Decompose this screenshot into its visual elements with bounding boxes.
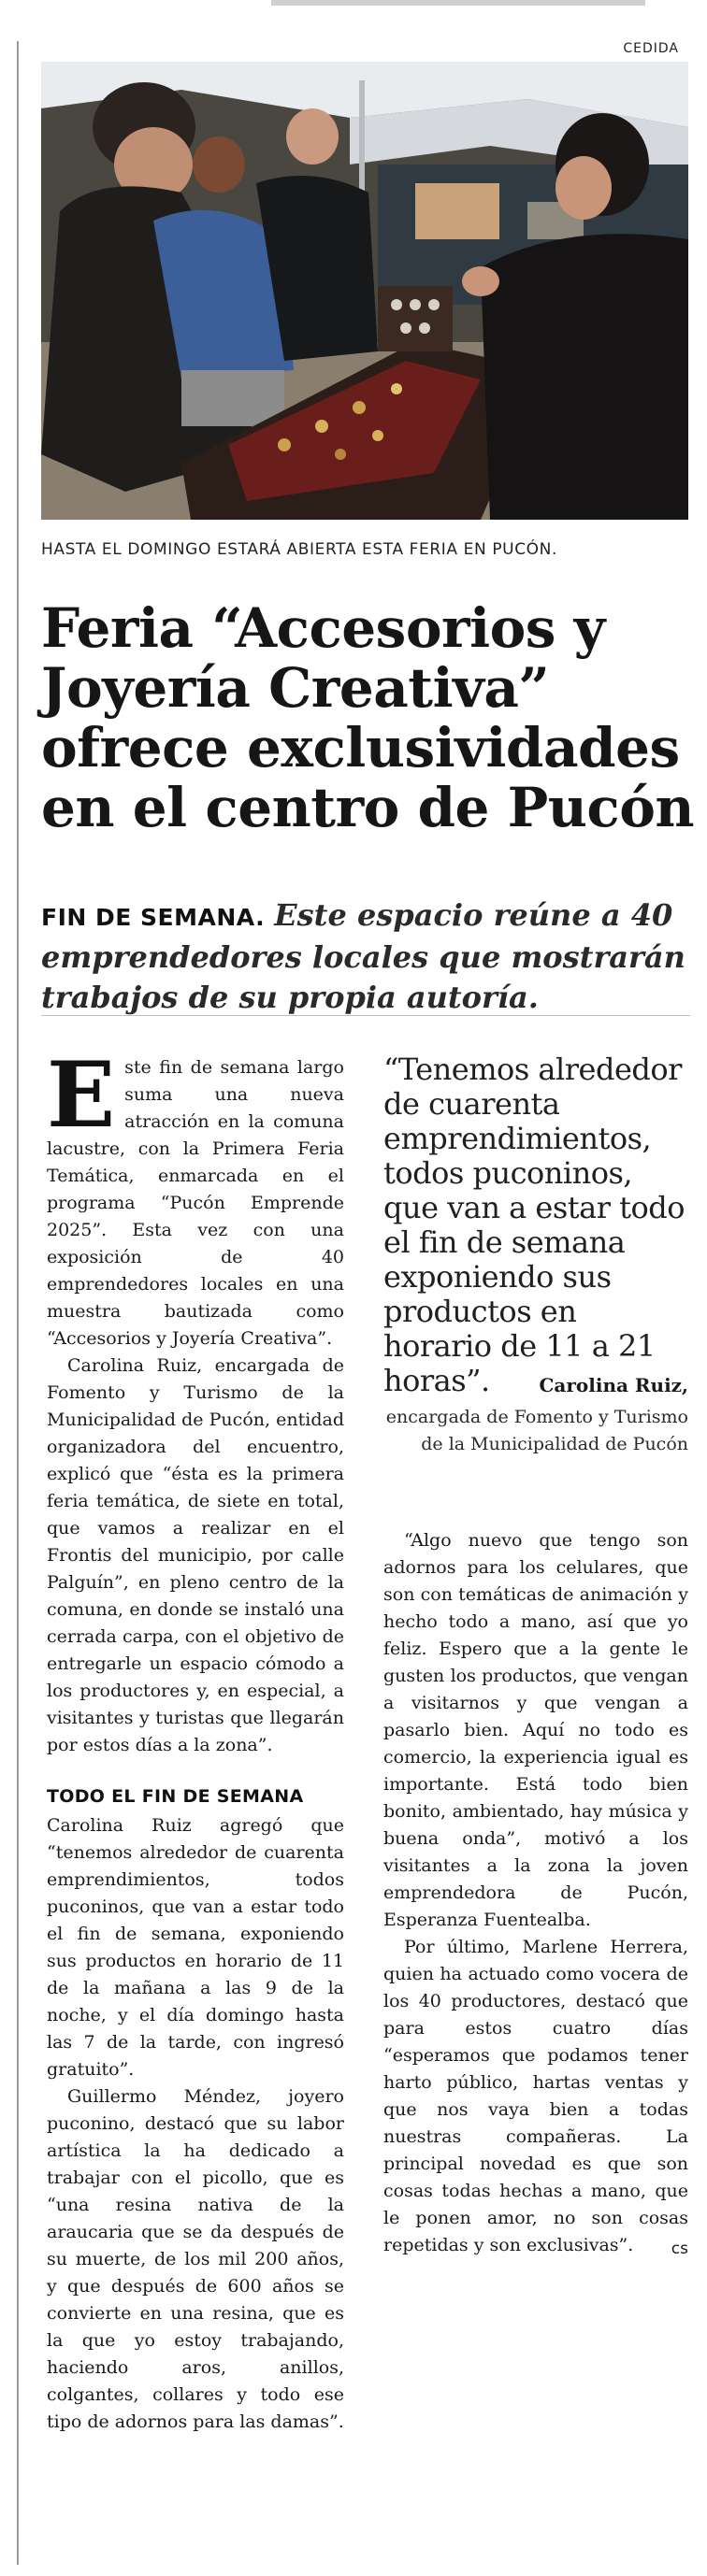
body-paragraph: Guillermo Méndez, joyero puconino, destacó que su labor artística la ha dedicado a trabajar con el picollo, que es “una resina nativa de la araucaria que se da después de su muerte, de los mil 200 años, y que después de 600 años se convierte en una resina, que es la que yo estoy trabajando, haciendo aros, anillos, colgantes, collares y todo ese tipo de adornos para las damas”. <box>47 2086 344 2432</box>
lead-kicker: FIN DE SEMANA. <box>41 904 266 931</box>
pull-quote: “Tenemos alrededor de cuarenta emprendimientos, todos puconinos, que van a estar todo el fin de semana exponiendo sus productos en horario de 11 a 21 horas”. <box>383 1052 685 1398</box>
photo-caption: HASTA EL DOMINGO ESTARÁ ABIERTA ESTA FERIA EN PUCÓN. <box>41 540 557 559</box>
page-margin-rule <box>17 41 19 2565</box>
end-mark: cs <box>671 2240 688 2258</box>
top-rule <box>271 0 645 6</box>
photo-credit: CEDIDA <box>623 41 679 56</box>
body-column-left <box>47 1042 344 2436</box>
pull-quote-role: encargada de Fomento y Turismo de la Municipalidad de Pucón <box>385 1407 688 1454</box>
section-subhead: TODO EL FIN DE SEMANA <box>47 1786 304 1807</box>
body-paragraph: Por último, Marlene Herrera, quien ha actuado como vocera de los 40 productores, destacó que para estos cuatro días “esperamos que podamos tener harto público, hartas ventas y que nos vaya bien a todas nuestras compañeras. La principal novedad es que son cosas todas hechas a mano, que le ponen amor, no son cosas repetidas y son exclusivas”. <box>383 1937 688 2255</box>
body-paragraph: “Algo nuevo que tengo son adornos para los celulares, que son con temáticas de animación y hecho todo a mano, así que yo feliz. Espero que a la gente le gusten los productos, que vengan a visitarnos y que vengan a pasarlo bien. Aquí no todo es comercio, la experiencia igual es importante. Está todo bien bonito, ambientado, hay música y buena onda”, motivó a los visitantes a la zona la joven emprendedora de Pucón, Esperanza Fuentealba. <box>383 1530 688 1930</box>
article-photo <box>41 62 688 520</box>
article-headline: Feria “Accesorios y Joyería Creativa” ofrece exclusividades en el centro de Pucón <box>41 596 695 839</box>
body-paragraph: Carolina Ruiz, encargada de Fomento y Turismo de la Municipalidad de Pucón, entidad organizadora del encuentro, explicó que “ésta es la primera feria temática, de siete en total, que vamos a realizar en el Frontis del municipio, por calle Palguín”, en pleno centro de la comuna, en donde se instaló una cerrada carpa, con el objetivo de entregarle un espacio cómodo a los productores y, en especial, a visitantes y turistas que llegarán por estos días a la zona”. <box>47 1355 344 1755</box>
body-paragraph: ste fin de semana largo suma una nueva atracción en la comuna lacustre, con la Primera Feria Temática, enmarcada en el programa “Pucón Emprende 2025”. Esta vez con una exposición de 40 emprendedores locales en una muestra bautizada como “Accesorios y Joyería Creativa”. <box>47 1057 344 1349</box>
pull-quote-name: Carolina Ruiz, <box>539 1374 688 1396</box>
body-column-right <box>383 1527 688 2263</box>
article-lead <box>41 895 696 1018</box>
lead-divider <box>41 1015 690 1016</box>
body-paragraph: Carolina Ruiz agregó que “tenemos alrededor de cuarenta emprendimientos, todos puconinos, que van a estar todo el fin de semana, exponiendo sus productos en horario de 11 de la mañana a las 9 de la noche, y el día domingo hasta las 7 de la tarde, con ingresó gratuito”. <box>47 1815 344 2080</box>
lead-deck: Este espacio reúne a 40 emprendedores locales que mostrarán trabajos de su propia autoría. <box>41 897 685 1015</box>
drop-cap: E <box>47 1042 116 1148</box>
